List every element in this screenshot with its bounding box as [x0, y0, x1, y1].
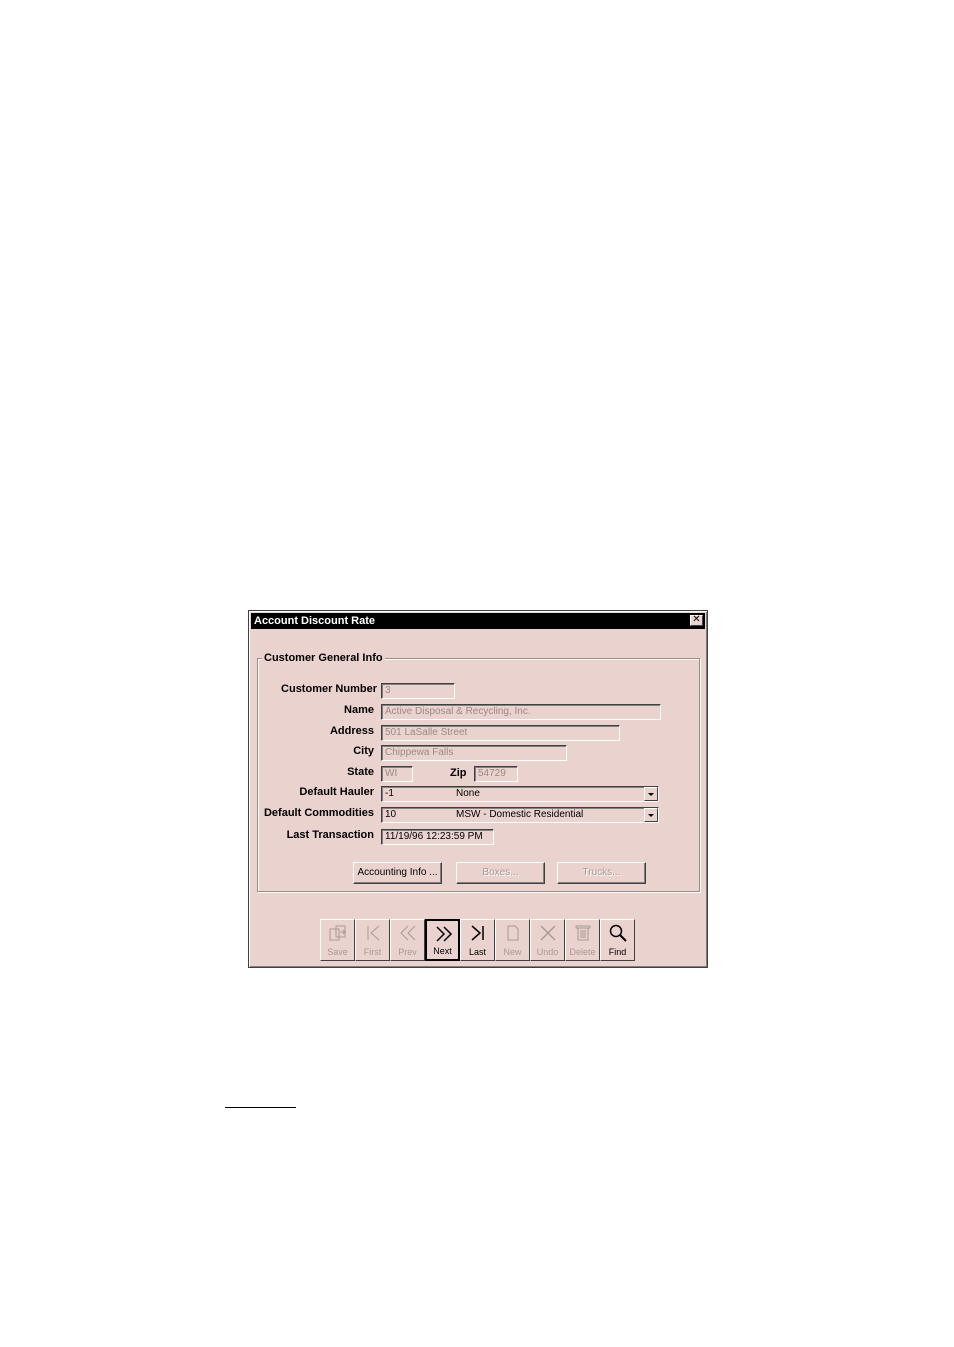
default-hauler-code: -1: [385, 788, 394, 799]
window-title: Account Discount Rate: [254, 615, 376, 627]
city-label: City: [353, 745, 374, 757]
name-label: Name: [344, 704, 374, 716]
last-transaction-label: Last Transaction: [286, 829, 374, 841]
save-label: Save: [327, 947, 348, 957]
default-hauler-desc: None: [456, 788, 480, 799]
default-commodities-select[interactable]: [381, 807, 659, 823]
state-label: State: [347, 766, 374, 778]
zip-field[interactable]: 54729: [474, 766, 518, 782]
next-icon: [434, 924, 454, 944]
first-icon: [363, 923, 383, 943]
chevron-down-icon[interactable]: [644, 808, 658, 822]
customer-general-info-group: [257, 652, 700, 892]
delete-label: Delete: [569, 947, 596, 957]
zip-label: Zip: [450, 767, 467, 779]
default-commodities-label: Default Commodities: [263, 807, 374, 819]
default-commodities-code: 10: [385, 809, 397, 820]
close-icon: ✕: [692, 614, 701, 625]
account-discount-rate-window: [248, 610, 708, 968]
state-field[interactable]: WI: [381, 766, 413, 782]
new-icon: [503, 923, 523, 943]
title-bar: [251, 613, 705, 629]
first-label: First: [363, 947, 382, 957]
undo-label: Undo: [536, 947, 559, 957]
address-label: Address: [329, 725, 374, 737]
next-label: Next: [433, 946, 452, 956]
prev-icon: [398, 923, 418, 943]
accounting-info-button[interactable]: Accounting Info ...: [353, 862, 442, 884]
record-navigation-toolbar: [320, 919, 635, 961]
customer-number-field[interactable]: 3: [381, 683, 455, 699]
name-field[interactable]: Active Disposal & Recycling, Inc.: [381, 704, 661, 720]
first-button[interactable]: [355, 919, 390, 961]
prev-label: Prev: [398, 947, 417, 957]
save-button[interactable]: [320, 919, 355, 961]
next-button[interactable]: [425, 919, 460, 961]
find-button[interactable]: [600, 919, 635, 961]
city-field[interactable]: Chippewa Falls: [381, 745, 567, 761]
delete-button[interactable]: [565, 919, 600, 961]
last-button[interactable]: [460, 919, 495, 961]
trucks-button[interactable]: Trucks...: [557, 862, 646, 884]
group-title: Customer General Info: [264, 652, 383, 664]
chevron-down-icon[interactable]: [644, 787, 658, 801]
delete-icon: [573, 923, 593, 943]
find-label: Find: [608, 947, 627, 957]
last-transaction-field: 11/19/96 12:23:59 PM: [381, 829, 494, 845]
address-field[interactable]: 501 LaSalle Street: [381, 725, 620, 741]
close-button[interactable]: [690, 615, 703, 626]
default-hauler-select[interactable]: [381, 786, 659, 802]
save-icon: [328, 923, 348, 943]
customer-number-label: Customer Number: [281, 683, 377, 695]
last-icon: [468, 923, 488, 943]
default-hauler-label: Default Hauler: [299, 786, 374, 798]
find-icon: [608, 923, 628, 943]
new-label: New: [503, 947, 522, 957]
boxes-button[interactable]: Boxes...: [456, 862, 545, 884]
undo-button[interactable]: [530, 919, 565, 961]
footnote-separator: [225, 1107, 296, 1108]
new-button[interactable]: [495, 919, 530, 961]
undo-icon: [538, 923, 558, 943]
prev-button[interactable]: [390, 919, 425, 961]
last-label: Last: [468, 947, 486, 957]
default-commodities-desc: MSW - Domestic Residential: [456, 809, 584, 820]
